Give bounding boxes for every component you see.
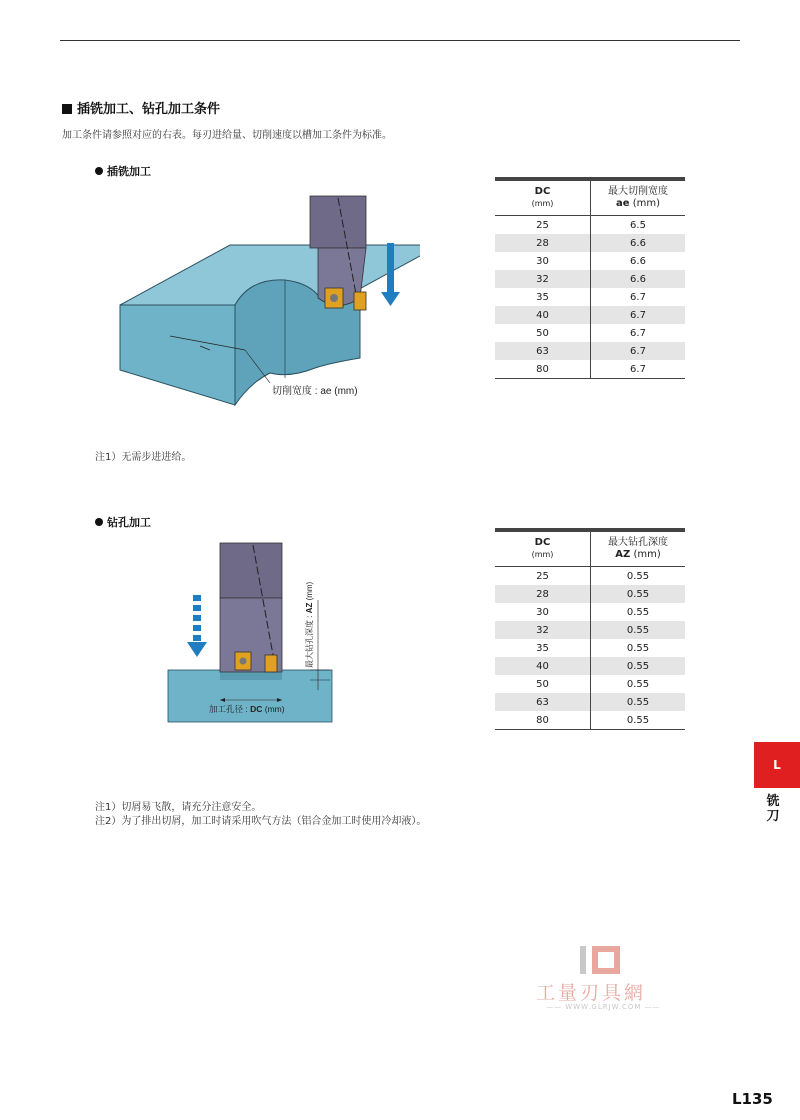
feed-arrow-dash [193,615,201,621]
table-header-row [495,179,685,216]
table-row: 28 6.6 [495,234,685,252]
header-dc: DC (mm) [495,530,591,567]
drill-tool-shank [220,543,282,598]
drill-insert-screw-icon [240,658,247,665]
drill-table-wrap [495,528,685,730]
feed-arrow-dash [193,595,201,601]
drill-note-2: 注2）为了排出切屑，加工时请采用吹气方法（铝合金加工时使用冷却液）。 [95,816,427,827]
insert-right [354,292,366,310]
drill-note-1: 注1）切屑易飞散，请充分注意安全。 [95,802,262,813]
tool-shank [310,196,366,248]
header-ae: 最大切削宽度 ae (mm) [591,179,686,216]
table-row: 80 0.55 [495,711,685,730]
plunge-diagram [110,188,420,418]
drill-subtitle: 钻孔加工 [95,514,151,530]
table-row: 25 6.5 [495,216,685,235]
feed-arrow-head-icon [187,642,207,657]
intro-text: 加工条件请参照对应的右表。每刃进给量、切削速度以槽加工条件为标准。 [62,130,392,141]
section-title-text: 插铣加工、钻孔加工条件 [77,102,221,117]
depth-label: 最大钻孔深度 : AZ (mm) [305,581,314,668]
table-row: 63 0.55 [495,693,685,711]
plunge-table-wrap [495,177,685,379]
drill-diagram [165,540,335,725]
drill-insert-right [265,655,277,672]
section-tab-label: 铣刀 [766,794,780,824]
table-header-row [495,530,685,567]
drill-notes [95,801,426,829]
cut-width-label: 切削宽度 : ae (mm) [272,386,358,397]
table-row: 32 6.6 [495,270,685,288]
section-title [62,98,220,117]
table-row: 35 0.55 [495,639,685,657]
feed-arrow-dash [193,605,201,611]
section-tab[interactable]: L [754,742,800,788]
header-az: 最大钻孔深度 AZ (mm) [591,530,686,567]
drill-table [495,528,685,730]
top-rule [60,40,740,41]
workpiece-front [120,305,235,405]
feed-arrow-head-icon [381,292,400,306]
square-bullet-icon [62,104,72,114]
table-row: 50 6.7 [495,324,685,342]
table-row: 40 6.7 [495,306,685,324]
page-number: L135 [732,1090,773,1108]
insert-screw-icon [330,294,338,302]
watermark-text: 工量刃具網 [536,982,647,1004]
bullet-dot-icon [95,167,103,175]
plunge-note: 注1）无需步进进给。 [95,452,192,463]
watermark-logo-icon [578,944,624,976]
bullet-dot-icon [95,518,103,526]
header-dc: DC (mm) [495,179,591,216]
table-row: 80 6.7 [495,360,685,379]
table-row: 35 6.7 [495,288,685,306]
plunge-table [495,177,685,379]
plunge-subtitle: 插铣加工 [95,163,151,179]
table-row: 25 0.55 [495,567,685,586]
diameter-label: 加工孔径 : DC (mm) [209,704,285,714]
feed-arrow-dash [193,625,201,631]
feed-arrow-shaft [387,243,394,293]
table-row: 50 0.55 [495,675,685,693]
watermark-url: —— WWW.GLRJW.COM —— [546,1003,661,1011]
table-row: 32 0.55 [495,621,685,639]
table-row: 40 0.55 [495,657,685,675]
table-row: 63 6.7 [495,342,685,360]
feed-arrow-dash [193,635,201,641]
table-row: 28 0.55 [495,585,685,603]
table-row: 30 6.6 [495,252,685,270]
table-row: 30 0.55 [495,603,685,621]
